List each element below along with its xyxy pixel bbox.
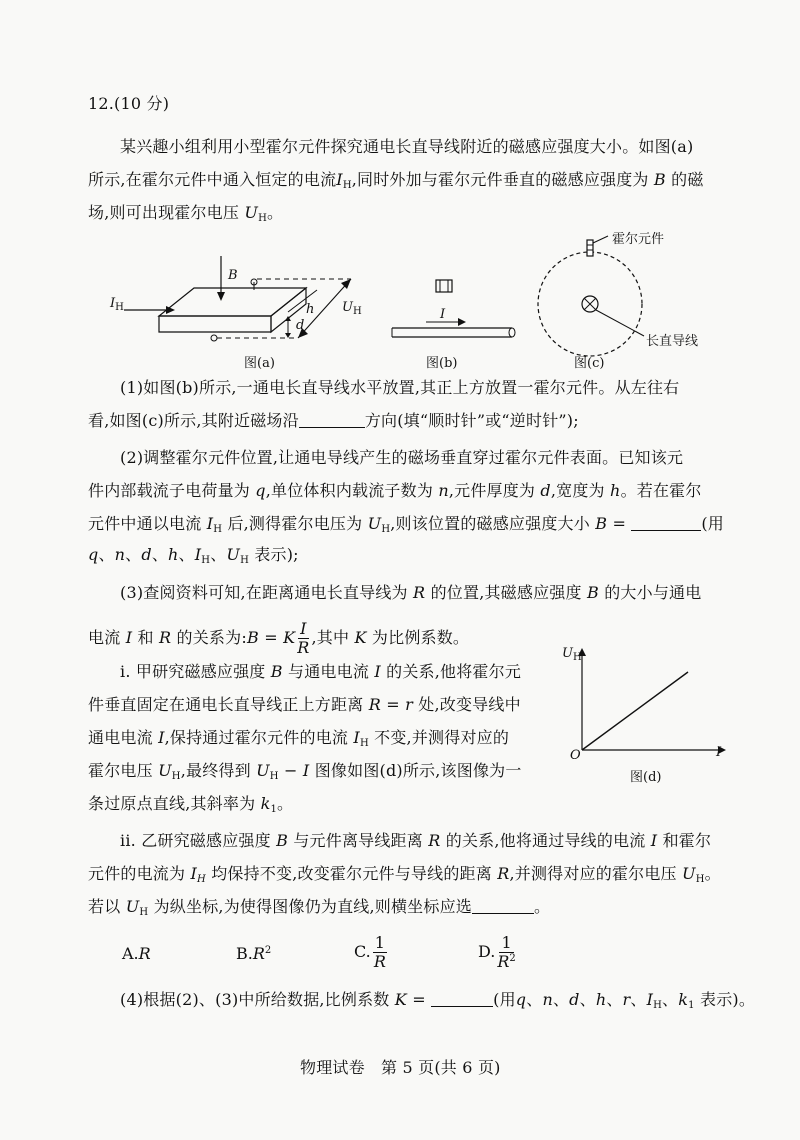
part1-line-1: (1)如图(b)所示,一通电长直导线水平放置,其正上方放置一霍尔元件。从左往右 [120,378,680,397]
question-header [88,94,169,114]
page-footer: 物理试卷 第 5 页(共 6 页) [300,1058,501,1077]
answer-blank-1[interactable] [299,413,365,428]
formula-fraction: $\frac{I}{R}$ [297,619,310,657]
question-number: 12. [88,94,115,113]
part3-line-1: (3)查阅资料可知,在距离通电长直导线为 R 的位置,其磁感应强度 B 的大小与通电 [120,583,702,602]
part3-line-2: 电流 I 和 R 的关系为:B = K $\frac{I}{R}$ ,其中 K 为比例系数。 [88,619,470,657]
fig-d-label-UH: $U_H$ [562,646,582,663]
sub-ii-line-2: 元件的电流为 $I_H$ 均保持不变,改变霍尔元件与导线的距离 R,并测得对应的霍尔电压 $U_H$。 [88,864,721,885]
answer-blank-2[interactable] [631,516,701,531]
fig-a-label-B: B [228,268,238,283]
fig-d-label-O: O [570,748,581,763]
part2-line-4: q、n、d、h、$I_H$、$U_H$ 表示); [88,545,299,566]
option-a[interactable]: A.R [122,944,151,963]
sub-ii-line-3: 若以 $U_H$ 为纵坐标,为使得图像仍为直线,则横坐标应选 。 [88,897,551,918]
sub-ii-line-1: ii. 乙研究磁感应强度 B 与元件离导线距离 R 的关系,他将通过导线的电流 I 和霍尔 [120,831,712,850]
figure-c-diagram [538,236,644,356]
part4-line-1: (4)根据(2)、(3)中所给数据,比例系数 K = (用q、n、d、h、r、$I_H$、$k_1$ 表示)。 [120,990,756,1011]
fig-a-label-h: h [306,302,315,317]
intro-line-1: 某兴趣小组利用小型霍尔元件探究通电长直导线附近的磁感应强度大小。如图(a) [120,137,694,156]
sub-i-line-4: 霍尔电压 $U_H$,最终得到 $U_H - I$ 图像如图(d)所示,该图像为一 [88,761,522,782]
fig-d-caption: 图(d) [630,770,662,785]
option-b[interactable]: $B.R^2$ [236,944,272,963]
fig-a-caption: 图(a) [244,356,275,371]
question-score: (10 分) [114,94,170,113]
fig-b-caption: 图(b) [426,356,458,371]
graph-line [582,672,688,750]
option-c[interactable]: C. $\frac{1}{R}$ [354,933,386,971]
intro-line-3: 场,则可出现霍尔电压 $U_H$。 [88,203,284,224]
fig-a-label-d: d [296,318,305,333]
figures-abc [96,228,736,376]
part2-line-3: 元件中通以电流 $I_H$ 后,测得霍尔电压为 $U_H$,则该位置的磁感应强度大小 B = (用 [88,514,725,535]
fig-c-caption: 图(c) [574,356,605,371]
fig-a-label-IH: $I_H$ [110,296,124,313]
figure-b-diagram [392,280,515,337]
fig-c-label-hall: 霍尔元件 [612,232,665,247]
fig-c-label-wire: 长直导线 [646,334,699,349]
part2-line-1: (2)调整霍尔元件位置,让通电导线产生的磁场垂直穿过霍尔元件表面。已知该元 [120,448,684,467]
part2-line-2: 件内部载流子电荷量为 q,单位体积内载流子数为 n,元件厚度为 d,宽度为 h。若在霍尔 [88,481,702,500]
answer-blank-3[interactable] [472,899,534,914]
fig-d-label-I: I [716,745,722,760]
option-d[interactable]: D. $\frac{1}{R^2}$ [478,933,516,971]
fig-a-label-UH: $U_H$ [342,300,362,317]
intro-line-2: 所示,在霍尔元件中通入恒定的电流$I_H$,同时外加与霍尔元件垂直的磁感应强度为 B 的磁 [88,170,704,191]
fig-b-label-I: I [440,307,446,322]
sub-i-line-3: 通电电流 I,保持通过霍尔元件的电流 $I_H$ 不变,并测得对应的 [88,728,510,749]
sub-i-line-1: i. 甲研究磁感应强度 B 与通电电流 I 的关系,他将霍尔元 [120,662,522,681]
sub-i-line-5: 条过原点直线,其斜率为 $k_1$。 [88,794,294,815]
answer-blank-4[interactable] [431,992,493,1007]
part1-line-2: 看,如图(c)所示,其附近磁场沿 方向(填“顺时针”或“逆时针”); [88,411,579,430]
sub-i-line-2: 件垂直固定在通电长直导线正上方距离 R = r 处,改变导线中 [88,695,521,714]
